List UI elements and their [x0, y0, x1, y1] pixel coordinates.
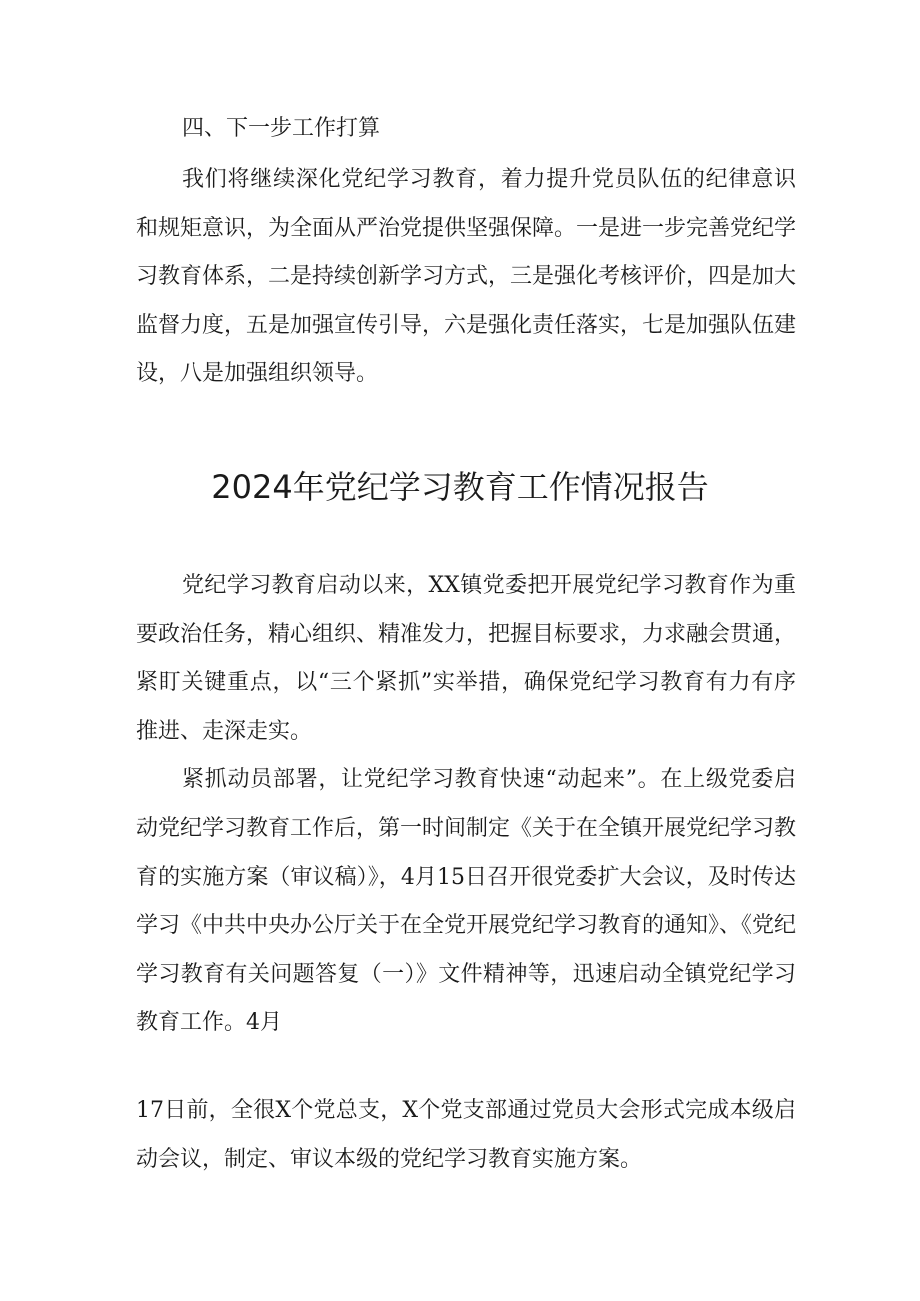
- section-paragraph: 我们将继续深化党纪学习教育，着力提升党员队伍的纪律意识和规矩意识，为全面从严治党提供坚强保障。一是进一步完善党纪学习教育体系，二是持续创新学习方式，三是强化考核评价，四是加大监督力度，五是加强宣传引导，六是强化责任落实，七是加强队伍建设，八是加强组织领导。: [136, 167, 797, 387]
- section-body: [136, 156, 796, 399]
- report-body: [136, 562, 796, 1048]
- continuation-body: [136, 1087, 796, 1184]
- report-title: 2024年党纪学习教育工作情况报告: [211, 468, 709, 506]
- report-paragraph-2: 紧抓动员部署，让党纪学习教育快速“动起来”。在上级党委启动党纪学习教育工作后，第一时间制定《关于在全镇开展党纪学习教育的实施方案（审议稿）》，4月15日召开很党委扩大会议，及时传达学习《中共中央办公厅关于在全党开展党纪学习教育的通知》、《党纪学习教育有关问题答复（一）》文件精神等，迅速启动全镇党纪学习教育工作。4月: [136, 767, 797, 1036]
- report-paragraph-1: 党纪学习教育启动以来，XX镇党委把开展党纪学习教育作为重要政治任务，精心组织、精准发力，把握目标要求，力求融会贯通，紧盯关键重点，以“三个紧抓”实举措，确保党纪学习教育有力有序推进、走深走实。: [136, 573, 797, 744]
- continuation-paragraph: 17日前，全很X个党总支，X个党支部通过党员大会形式完成本级启动会议，制定、审议本级的党纪学习教育实施方案。: [136, 1098, 796, 1172]
- section-heading: 四、下一步工作打算: [182, 116, 381, 141]
